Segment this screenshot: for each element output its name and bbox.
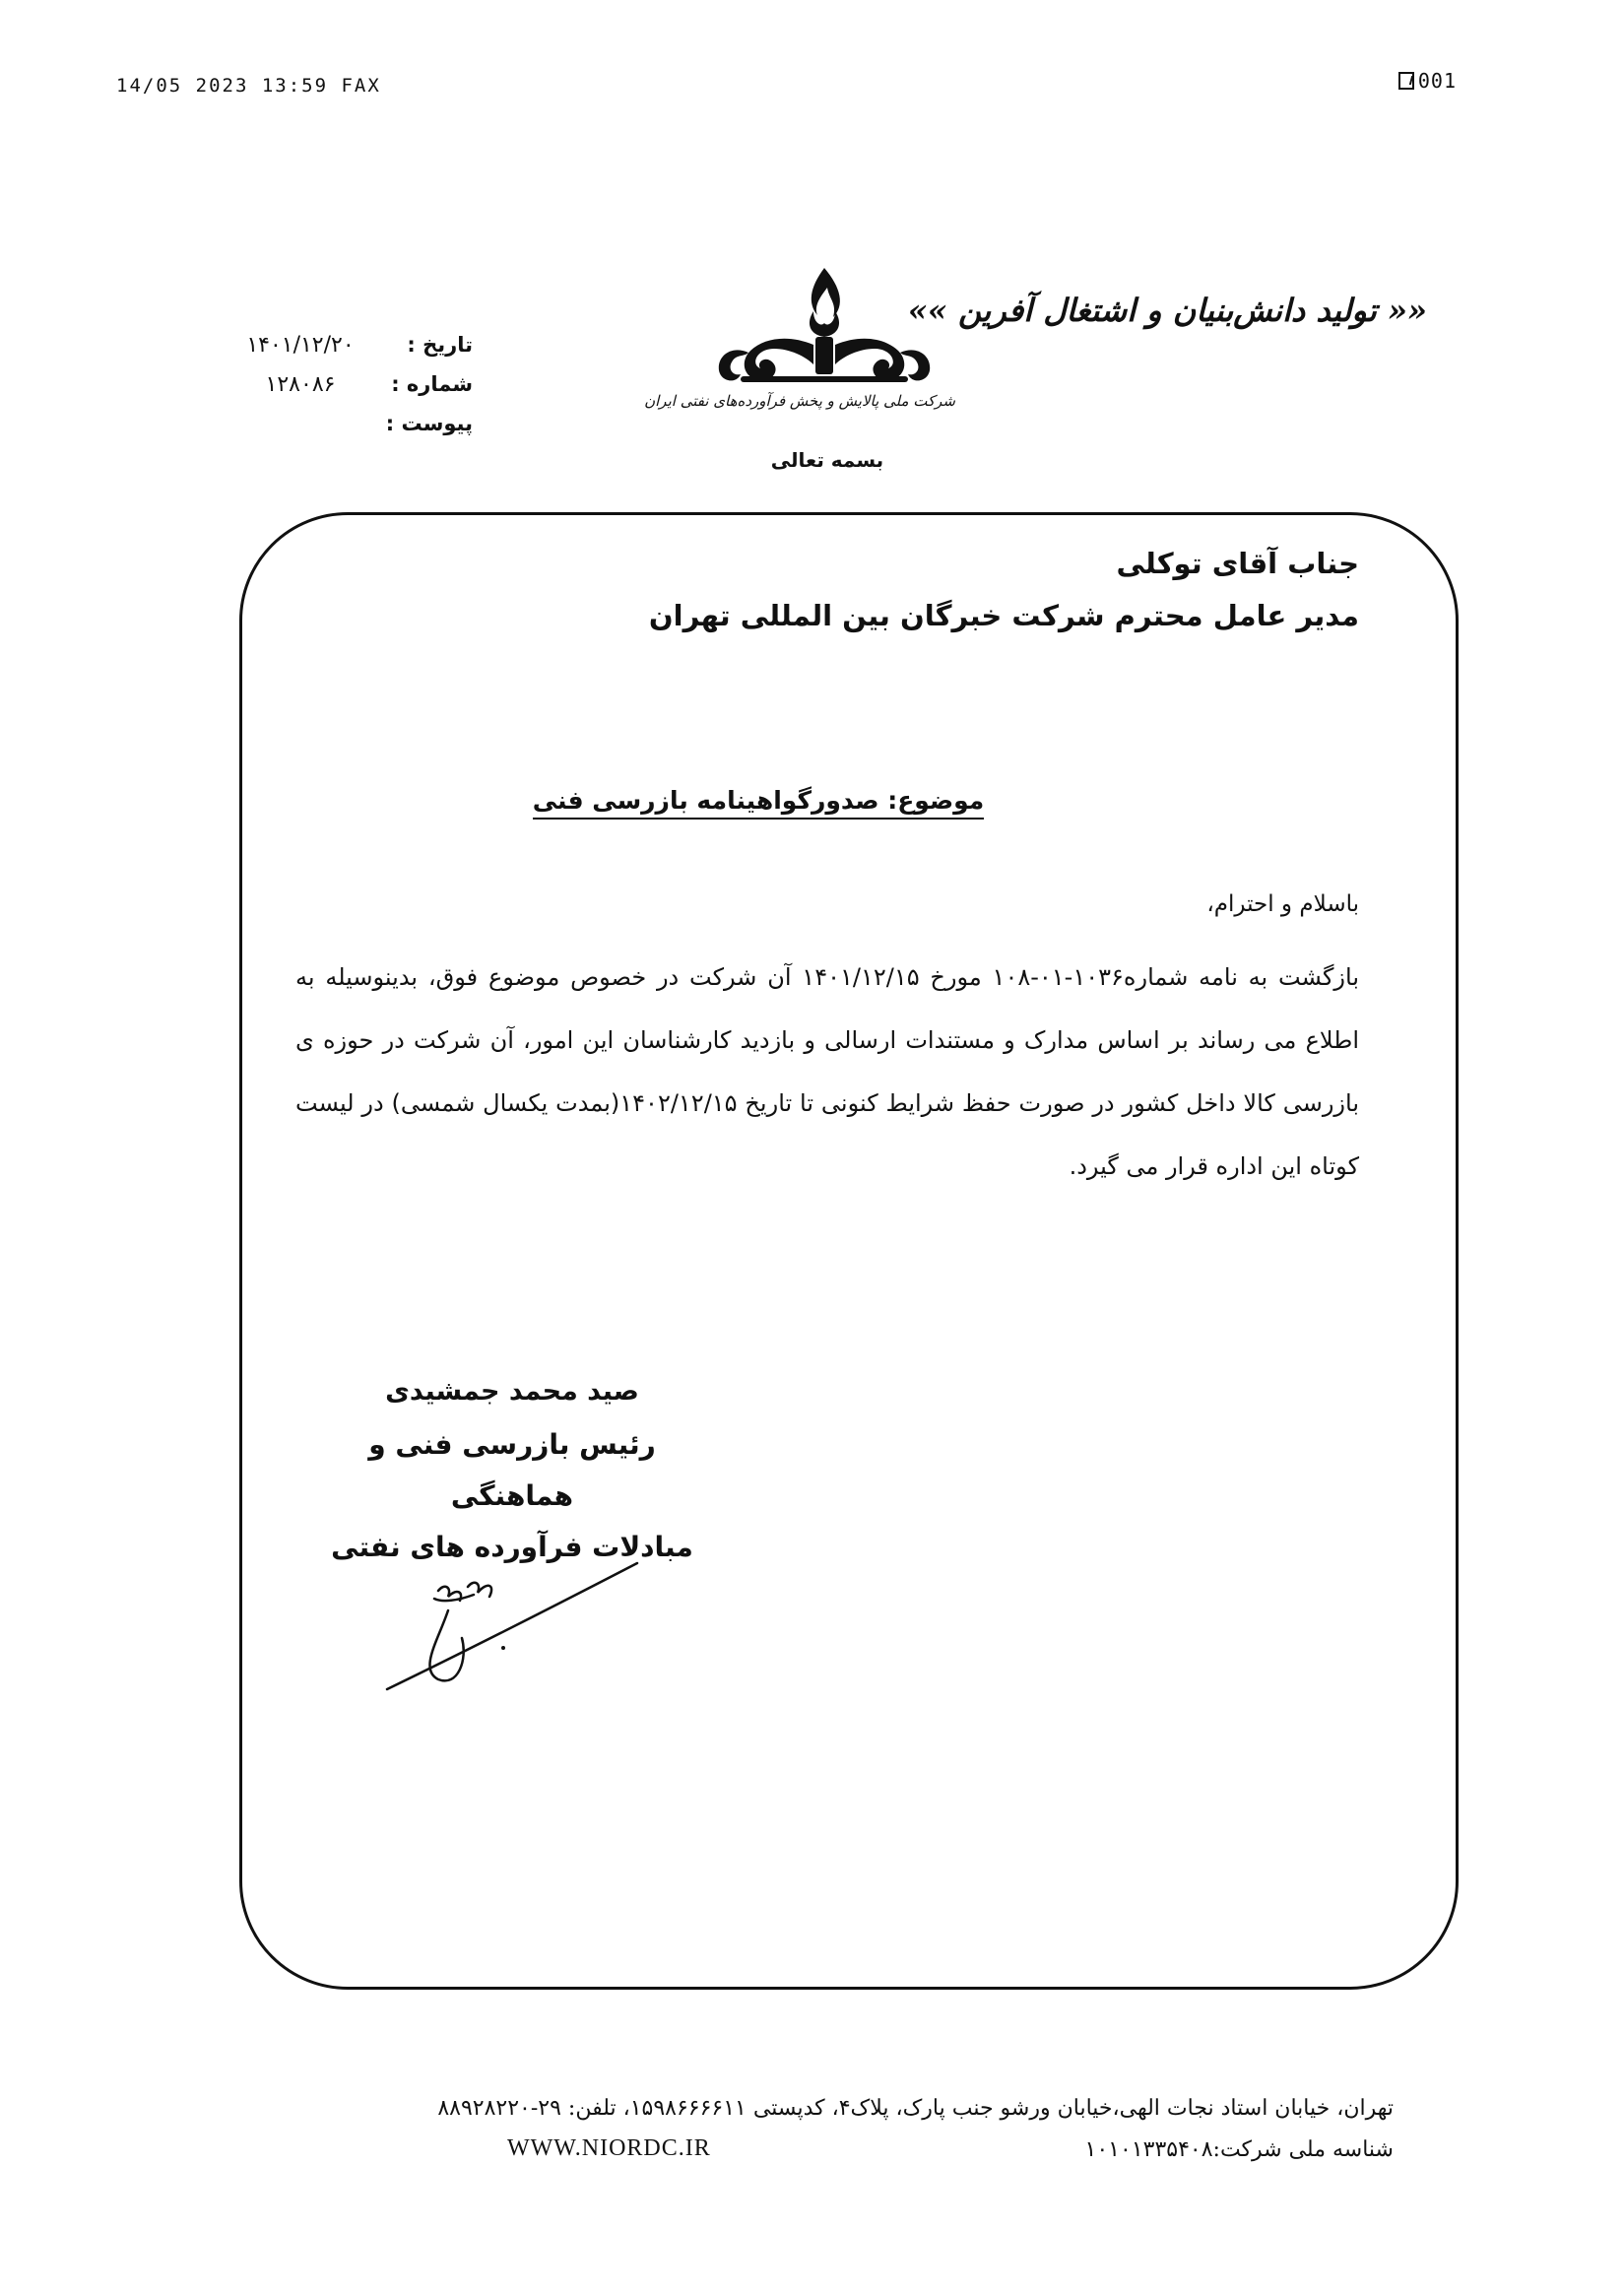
- fax-page-indicator: [1398, 69, 1457, 93]
- number-row: [217, 364, 473, 404]
- addressee-name: جناب آقای توکلی: [1116, 547, 1359, 580]
- signer-title-line1: رئیس بازرسی فنی و هماهنگی: [368, 1428, 656, 1512]
- company-logo: [711, 266, 938, 394]
- date-label: تاریخ :: [407, 333, 473, 357]
- letter-frame: [239, 512, 1459, 1990]
- addressee-title: مدیر عامل محترم شرکت خبرگان بین المللی تهران: [648, 599, 1359, 632]
- date-row: [217, 325, 473, 364]
- slogan: «« تولید دانش‌بنیان و اشتغال آفرین »»: [907, 292, 1427, 329]
- letter-meta: [217, 325, 473, 443]
- number-label: شماره :: [391, 372, 473, 396]
- company-caption: شرکت ملی پالایش و پخش فرآورده‌های نفتی ایران: [644, 392, 955, 410]
- signer-title-line2: مبادلات فرآورده های نفتی: [331, 1531, 693, 1563]
- signer-block: [315, 1364, 709, 1573]
- footer-national-id: شناسه ملی شرکت:۱۰۱۰۱۳۳۵۴۰۸: [1084, 2137, 1394, 2162]
- greeting: باسلام و احترام،: [1206, 891, 1359, 917]
- letter-body: بازگشت به نامه شماره۱۰۳۶-۰۱-۱۰۸ مورخ ۱۴۰۱/۱۲/۱۵ آن شرکت در خصوص موضوع فوق، بدینوسیله به اطلاع می رساند بر اساس مدارک و مستندات ارسالی و بازدید کارشناسان این امور، آن شرکت در حوزه ی بازرسی کالا داخل کشور در صورت حفظ شرایط کنونی تا تاریخ ۱۴۰۲/۱۲/۱۵(بمدت یکسال شمسی) در لیست کوتاه این اداره قرار می گیرد.: [295, 963, 1360, 1180]
- date-value: ۱۴۰۱/۱۲/۲۰: [246, 332, 355, 358]
- attachment-label: پیوست :: [385, 412, 473, 435]
- subject-text: موضوع: صدورگواهینامه بازرسی فنی: [533, 786, 985, 820]
- fax-page-icon: [1398, 72, 1414, 90]
- fax-header: 14/05 2023 13:59 FAX: [116, 75, 381, 97]
- signature-image: [379, 1551, 655, 1699]
- footer-address: تهران، خیابان استاد نجات الهی،خیابان ورشو جنب پارک، پلاک۴، کدپستی ۱۵۹۸۶۶۶۶۱۱، تلفن: ۲۹-۸۸۹۲۸۲۲۰: [437, 2096, 1394, 2121]
- attachment-row: [217, 404, 473, 443]
- signer-name: صید محمد جمشیدی: [385, 1376, 639, 1407]
- fax-page-number: 001: [1417, 69, 1457, 93]
- footer-website: WWW.NIORDC.IR: [507, 2135, 711, 2161]
- bismillah: بسمه تعالی: [770, 448, 884, 472]
- number-value: ۱۲۸۰۸۶: [265, 371, 336, 397]
- letter-subject: [492, 786, 1024, 815]
